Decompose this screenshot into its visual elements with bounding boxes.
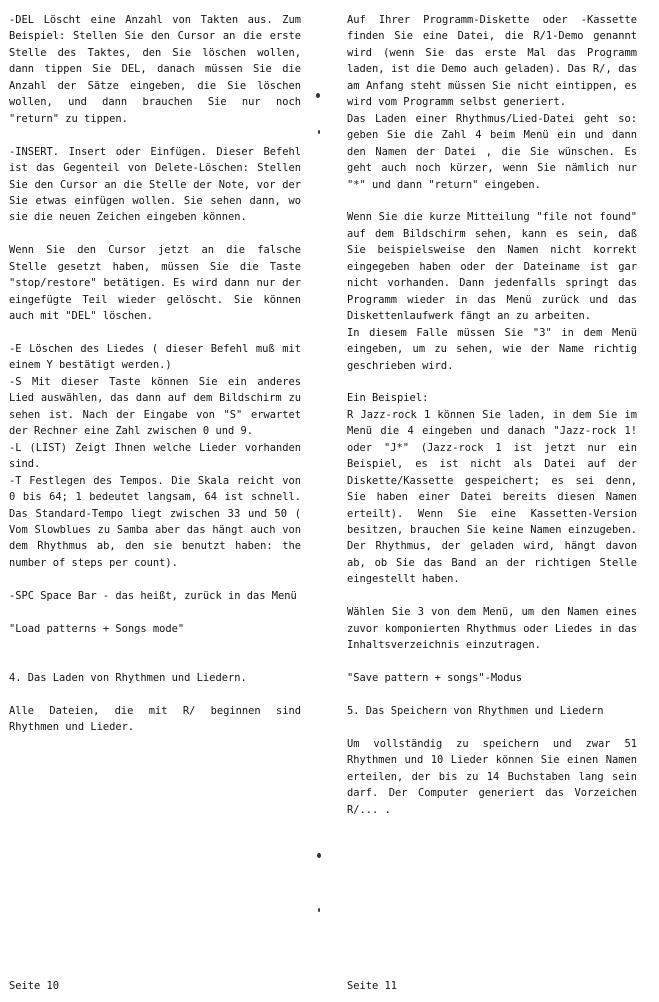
scan-speck [318,130,320,134]
scan-speck [318,908,320,912]
paragraph-loading: Das Laden einer Rhythmus/Lied-Datei geht so: geben Sie die Zahl 4 beim Menü ein und dann den Namen der Datei , die Sie wünschen. Es geht auch noch kürzer, wenn Sie nämlich nur "*" und dann "return" eingeben. [347,112,637,191]
paragraph-s-command: -S Mit dieser Taste können Sie ein anderes Lied auswählen, das dann auf dem Bildschirm zu sehen ist. Nach der Eingabe von "S" erwartet der Rechner eine Zahl zwischen 0 und 9. [9,375,301,438]
left-page [9,12,301,752]
paragraph-file-not-found: Wenn Sie die kurze Mitteilung "file not found" auf dem Bildschirm sehen, kann es sein, daß Sie beispielsweise den Namen nicht korrekt eingegeben haben oder der Dateiname ist gar nicht vorhanden. Dann jedenfalls springt das Programm wieder in das Menü zurück und das Diskettenlaufwerk fängt an zu arbeiten. [347,211,637,323]
scan-speck [317,853,321,858]
paragraph-spc-command: -SPC Space Bar - das heißt, zurück in das Menü [9,589,297,602]
scan-speck [316,93,320,98]
paragraph-files: Alle Dateien, die mit R/ beginnen sind Rhythmen und Lieder. [9,704,301,734]
example-heading: Ein Beispiel: [347,392,429,405]
paragraph-l-command: -L (LIST) Zeigt Ihnen welche Lieder vorhanden sind. [9,441,301,471]
page-number-left: Seite 10 [9,980,60,992]
paragraph-demo: Auf Ihrer Programm-Diskette oder -Kassette finden Sie eine Datei, die R/1-Demo genannt wird (wenn Sie das erste Mal das Programm laden, ist die Demo auch geladen). Das R/, das am Anfang steht müssen Sie nicht eintippen, es wird vom Programm selbst generiert. [347,14,637,109]
paragraph-saving: Um vollständig zu speichern und zwar 51 Rhythmen und 10 Lieder können Sie einen Namen erteilen, der bis zu 14 Buchstaben lang sein darf. Der Computer generiert das Vorzeichen R/... . [347,737,637,816]
mode-title-save: "Save pattern + songs"-Modus [347,672,523,685]
paragraph-insert: -INSERT. Insert oder Einfügen. Dieser Befehl ist das Gegenteil von Delete-Löschen: Stellen Sie den Cursor an die Stelle der Note, vor der Sie etwas einfügen wollen. Sie sehen dann, wo sie die neuen Zeichen eingeben können. [9,145,301,224]
page-number-right: Seite 11 [347,980,398,992]
mode-title-load: "Load patterns + Songs mode" [9,622,185,635]
right-page [347,12,637,835]
paragraph-t-command: -T Festlegen des Tempos. Die Skala reicht von 0 bis 64; 1 bedeutet langsam, 64 ist schnell. Das Standard-Tempo liegt zwischen 33 und 50 ( Vom Slowblues zu Samba aber das hängt auch von dem Rhythmus ab, den sie benutzt haben: the number of steps per count). [9,474,301,569]
paragraph-cursor-wrong: Wenn Sie den Cursor jetzt an die falsche Stelle gesetzt haben, müssen Sie die Taste "stop/restore" betätigen. Es wird dann nur der eingefügte Teil wieder gelöscht. Sie können auch mit "DEL" löschen. [9,244,301,323]
paragraph-del: -DEL Löscht eine Anzahl von Takten aus. Zum Beispiel: Stellen Sie den Cursor an die erste Stelle des Taktes, den Sie löschen wollen, dann tippen Sie DEL, danach müssen Sie die Anzahl der Sätze eingeben, die Sie löschen wollen, und dann brauchen Sie nur noch "return" zu tippen. [9,14,301,125]
paragraph-e-command: -E Löschen des Liedes ( dieser Befehl muß mit einem Y bestätigt werden.) [9,343,301,372]
section-heading-5: 5. Das Speichern von Rhythmen und Liedern [347,704,604,717]
paragraph-example: R Jazz-rock 1 können Sie laden, in dem Sie im Menü die 4 eingeben und danach "Jazz-rock 1! oder "J*" (Jazz-rock 1 ist jetzt nur ein Beispiel, es ist nicht als Datei auf der Diskette/Kassette gespeichert; es sei denn, Sie haben einer Datei bereits diesen Namen erteilt). Wenn Sie eine Kassetten-Version besitzen, brauchen Sie keine Namen einzugeben. Der Rhythmus, der geladen wird, hängt davon ab, ob Sie das Band an der richtigen Stelle eingestellt haben. [347,408,637,586]
paragraph-select-3: Wählen Sie 3 von dem Menü, um den Namen eines zuvor komponierten Rhythmus oder Liedes in das Inhaltsverzeichnis einzutragen. [347,606,637,652]
section-heading-4: 4. Das Laden von Rhythmen und Liedern. [9,672,247,685]
paragraph-menu-3: In diesem Falle müssen Sie "3" in dem Menü eingeben, um zu sehen, wie der Name richtig geschrieben wird. [347,326,637,372]
